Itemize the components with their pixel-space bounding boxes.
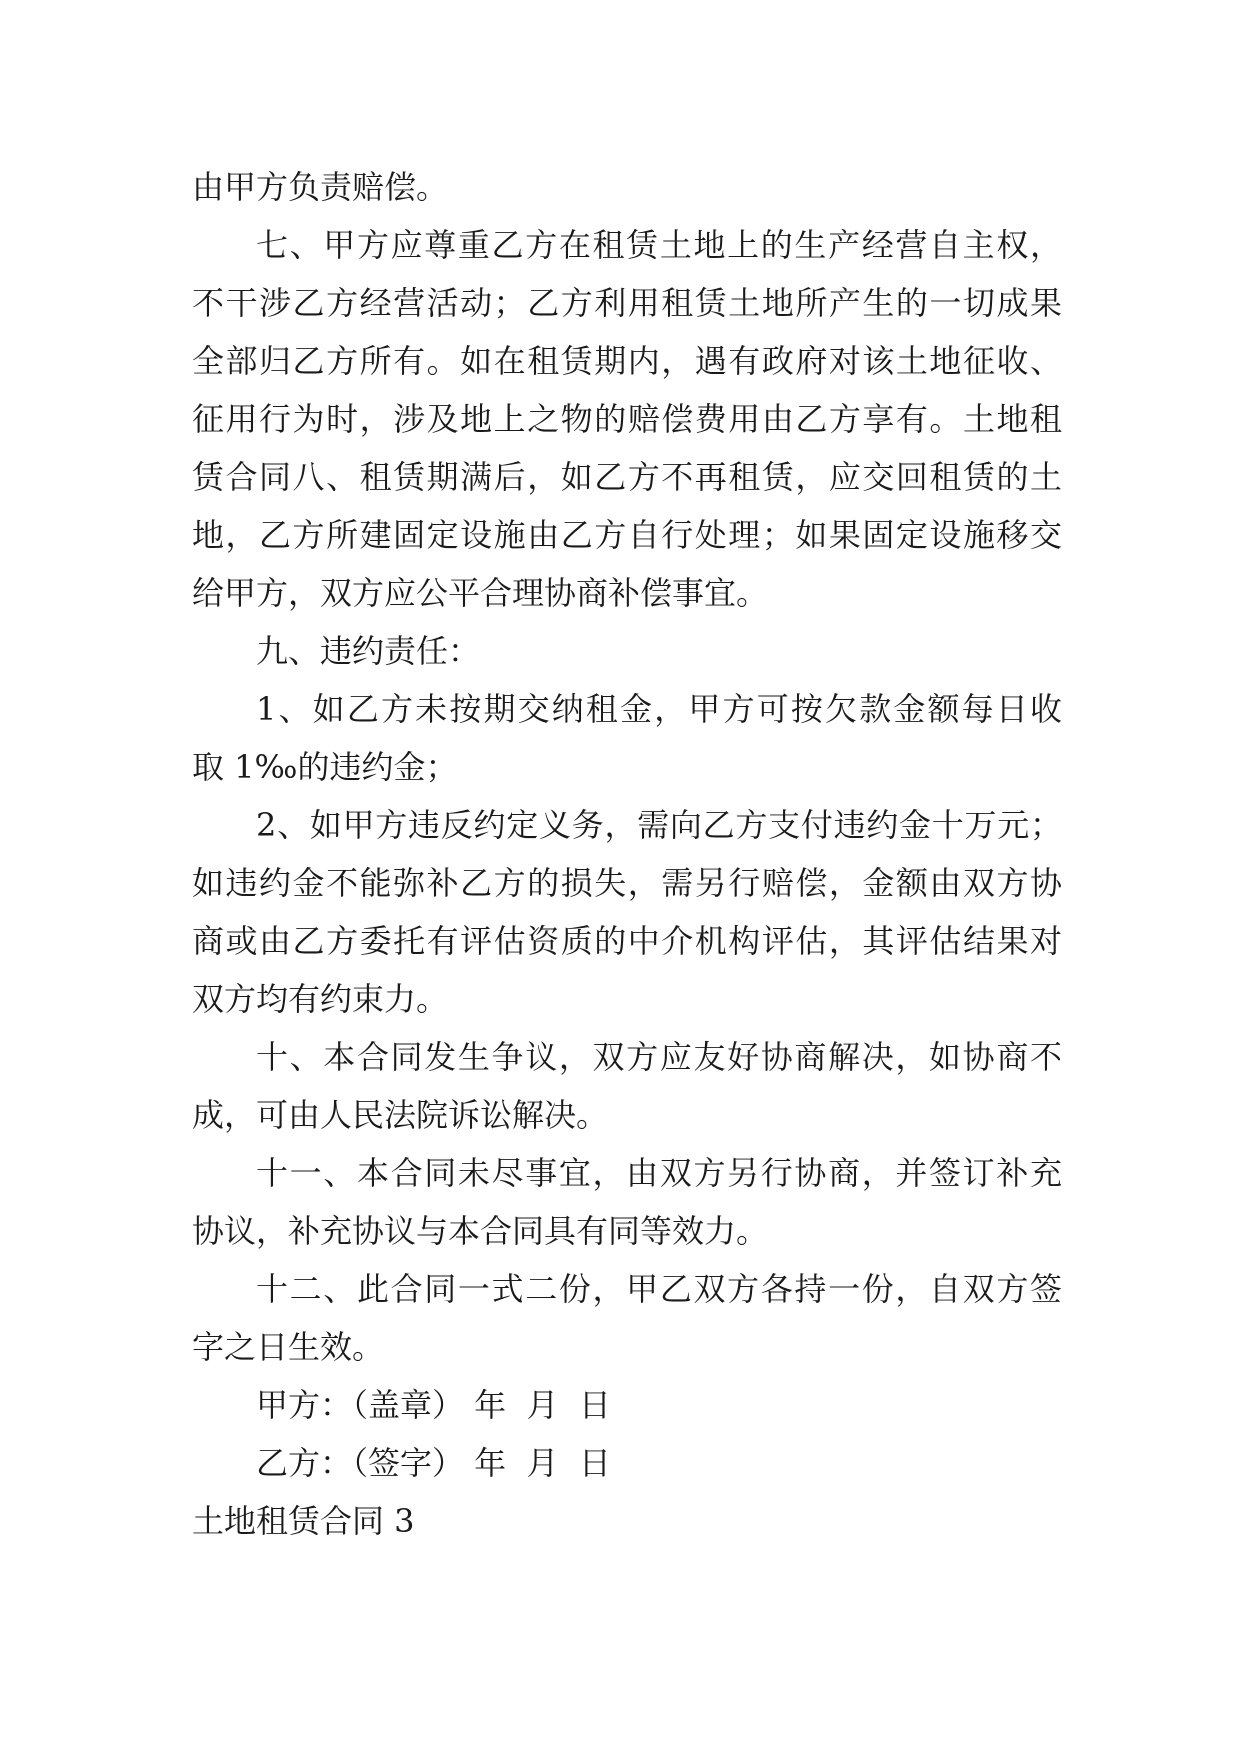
text-line: 地，乙方所建固定设施由乙方自行处理；如果固定设施移交 bbox=[192, 516, 1062, 554]
text-line: 取 1‰的违约金； bbox=[192, 748, 458, 786]
party-b-signature-line: 乙方：（签字） 年 月 日 bbox=[256, 1444, 611, 1482]
clause-10-line: 十、本合同发生争议，双方应友好协商解决，如协商不 bbox=[256, 1038, 1062, 1076]
text-line: 由甲方负责赔偿。 bbox=[192, 168, 449, 206]
text-line: 全部归乙方所有。如在租赁期内，遇有政府对该土地征收、 bbox=[192, 342, 1062, 380]
text-line: 不干涉乙方经营活动；乙方利用租赁土地所产生的一切成果 bbox=[192, 284, 1062, 322]
section-title: 土地租赁合同 3 bbox=[192, 1502, 415, 1540]
clause-9-item-1: 1、如乙方未按期交纳租金，甲方可按欠款金额每日收 bbox=[256, 690, 1062, 728]
text-line: 赁合同八、租赁期满后，如乙方不再租赁，应交回租赁的土 bbox=[192, 458, 1062, 496]
clause-9-item-2: 2、如甲方违反约定义务，需向乙方支付违约金十万元； bbox=[256, 806, 1062, 844]
party-a-signature-line: 甲方：（盖章） 年 月 日 bbox=[256, 1386, 611, 1424]
document-body bbox=[192, 158, 1062, 1550]
clause-7-line: 七、甲方应尊重乙方在租赁土地上的生产经营自主权， bbox=[256, 226, 1062, 264]
text-line: 双方均有约束力。 bbox=[192, 980, 449, 1018]
text-line: 成，可由人民法院诉讼解决。 bbox=[192, 1096, 609, 1134]
clause-11-line: 十一、本合同未尽事宜，由双方另行协商，并签订补充 bbox=[256, 1154, 1062, 1192]
clause-9-heading: 九、违约责任： bbox=[256, 632, 481, 670]
clause-12-line: 十二、此合同一式二份，甲乙双方各持一份，自双方签 bbox=[256, 1270, 1062, 1308]
text-line: 商或由乙方委托有评估资质的中介机构评估，其评估结果对 bbox=[192, 922, 1062, 960]
text-line: 协议，补充协议与本合同具有同等效力。 bbox=[192, 1212, 769, 1250]
text-line: 如违约金不能弥补乙方的损失，需另行赔偿，金额由双方协 bbox=[192, 864, 1062, 902]
text-line: 字之日生效。 bbox=[192, 1328, 385, 1366]
text-line: 征用行为时，涉及地上之物的赔偿费用由乙方享有。土地租 bbox=[192, 400, 1062, 438]
text-line: 给甲方，双方应公平合理协商补偿事宜。 bbox=[192, 574, 769, 612]
